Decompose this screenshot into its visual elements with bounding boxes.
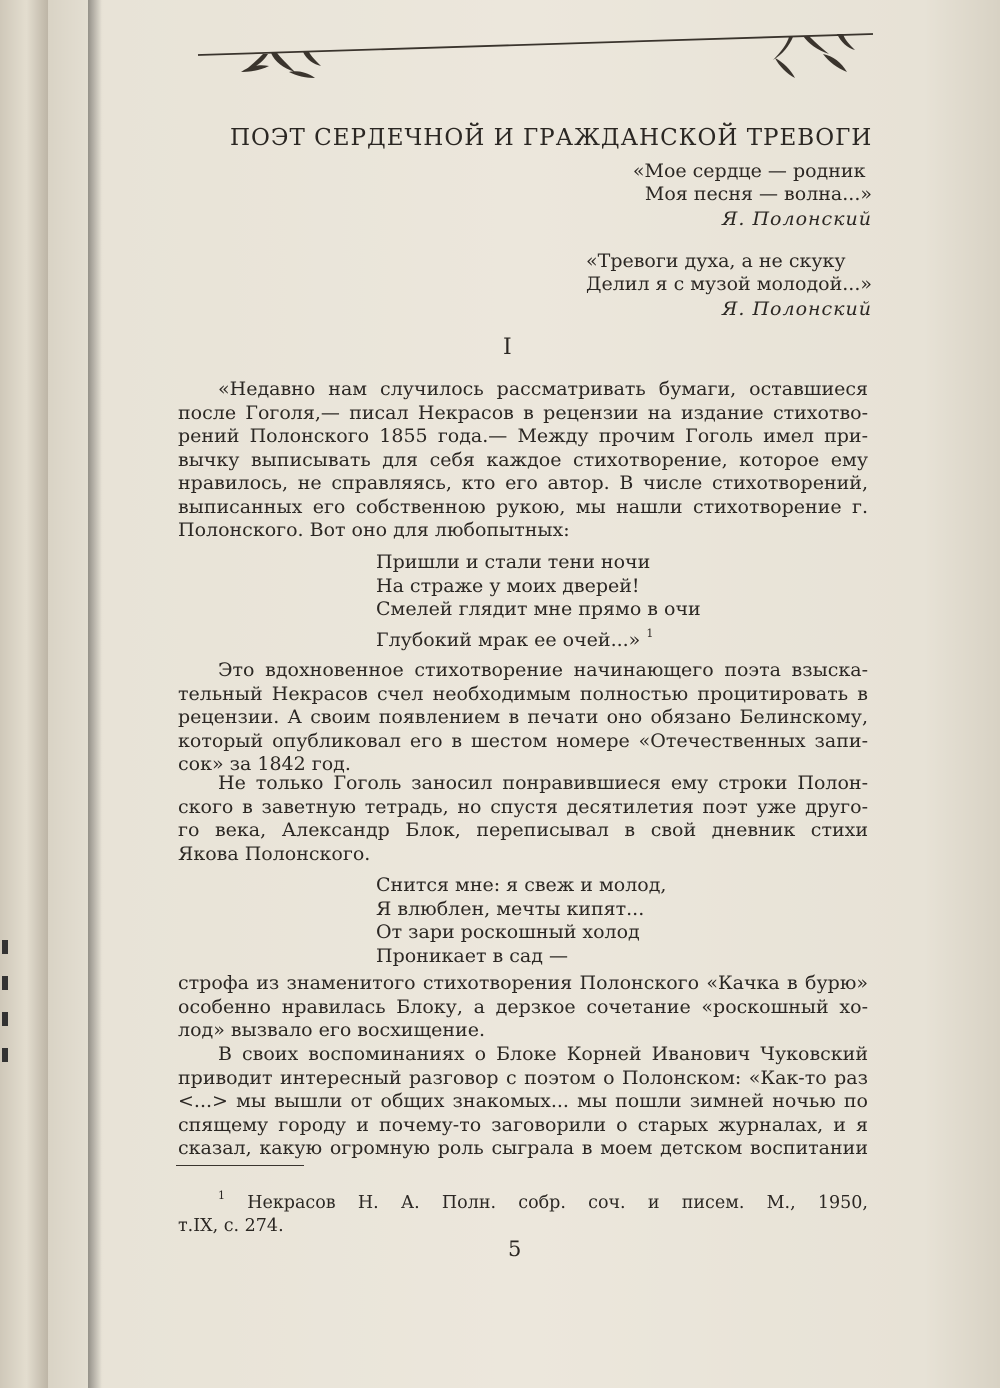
text-line: лод» вызвало его восхищение. — [178, 1019, 485, 1041]
text-line: который опубликовал его в шестом номере «Отечественных запи- — [178, 729, 868, 752]
footnote-divider — [176, 1165, 304, 1166]
text-line: «Недавно нам случилось рассматривать бумаги, оставшиеся — [218, 378, 868, 400]
text-line: нравилось, не справляясь, кто его автор. В числе стихотворений, — [178, 472, 868, 494]
floral-ornament-icon — [193, 14, 893, 84]
section-number: I — [503, 335, 512, 360]
text-line: тельный Некрасов счел необходимым полностью процитировать в — [178, 682, 868, 705]
paragraph-5 — [178, 1043, 868, 1161]
text-line: строфа из знаменитого стихотворения Полонского «Качка в бурю» — [178, 972, 868, 994]
text-line: <...> мы вышли от общих знакомых... мы пошли зимней ночью по — [178, 1090, 868, 1112]
text-line: Якова Полонского. — [178, 842, 371, 865]
ornament-left-sprig-icon — [241, 52, 321, 78]
text-line: спящему городу и почему-то заговорили о старых журналах, и я — [178, 1113, 868, 1136]
text-line: рений Полонского 1855 года.— Между прочим Гоголь имел при- — [178, 425, 868, 447]
verse-line: Проникает в сад — — [376, 944, 568, 967]
epigraph-line: Моя песня — волна...» — [644, 183, 872, 205]
text-line: вычку выписывать для себя каждое стихотворение, которое ему — [178, 448, 868, 471]
text-line: рецензии. А своим появлением в печати оно обязано Белинскому, — [178, 706, 868, 728]
footnote-line — [178, 1184, 868, 1215]
epigraph-2 — [586, 250, 872, 321]
text-line: В своих воспоминаниях о Блоке Корней Иванович Чуковский — [218, 1043, 868, 1065]
verse-line — [376, 622, 701, 653]
verse-line: От зари роскошный холод — [376, 921, 640, 943]
verse-line: Пришли и стали тени ночи — [376, 551, 651, 573]
page-fold-shadow — [88, 0, 102, 1388]
text-line: Полонского. Вот оно для любопытных: — [178, 519, 570, 541]
footnote-line: т.IX, с. 274. — [178, 1216, 284, 1236]
verse-line: Смелей глядит мне прямо в очи — [376, 598, 701, 620]
adjacent-page-marks — [2, 940, 10, 1100]
paragraph-3 — [178, 772, 868, 866]
verse-line: На страже у моих дверей! — [376, 574, 640, 597]
epigraph-author: Я. Полонский — [722, 298, 872, 320]
paragraph-2 — [178, 659, 868, 777]
text-line: выписанных его собственною рукою, мы нашли стихотворение г. — [178, 495, 868, 518]
verse-line: Я влюблен, мечты кипят... — [376, 897, 645, 920]
footnote-text: Некрасов Н. А. Полн. собр. соч. и писем. М., 1950, — [247, 1193, 868, 1213]
adjacent-page-edge — [0, 0, 48, 1388]
footnote-mark: 1 — [218, 1189, 225, 1202]
epigraph-1 — [633, 160, 872, 231]
text-line: ского в заветную тетрадь, но спустя десятилетия поэт уже друго- — [178, 795, 868, 818]
paragraph-4 — [178, 972, 868, 1043]
epigraph-line: Делил я с музой молодой...» — [586, 273, 872, 295]
epigraph-line: «Мое сердце — родник — [632, 160, 866, 182]
verse-1 — [376, 551, 701, 652]
text-line: Это вдохновенное стихотворение начинающего поэта взыска- — [218, 659, 868, 681]
paragraph-1 — [178, 378, 868, 543]
text-line: сок» за 1842 год. — [178, 753, 351, 775]
book-page — [48, 0, 1000, 1388]
verse-line-text: Глубокий мрак ее очей...» — [376, 628, 641, 651]
text-line: го века, Александр Блок, переписывал в свой дневник стихи — [178, 819, 868, 841]
verse-2 — [376, 874, 666, 968]
chapter-title: ПОЭТ СЕРДЕЧНОЙ И ГРАЖДАНСКОЙ ТРЕВОГИ — [230, 125, 873, 151]
text-line: приводит интересный разговор с поэтом о Полонском: «Как-то раз — [178, 1066, 868, 1089]
text-line: Не только Гоголь заносил понравившиеся ему строки Полон- — [218, 772, 868, 794]
epigraph-line: «Тревоги духа, а не скуку — [586, 250, 846, 272]
footnote — [178, 1184, 868, 1238]
epigraph-author: Я. Полонский — [722, 208, 872, 230]
footnote-reference: 1 — [646, 626, 654, 640]
text-line: сказал, какую огромную роль сыграла в моем детском воспитании — [178, 1137, 868, 1159]
verse-line: Снится мне: я свеж и молод, — [376, 874, 667, 896]
text-line: особенно нравилась Блоку, а дерзкое сочетание «роскошный хо- — [178, 995, 868, 1018]
ornament-right-sprig-icon — [773, 34, 855, 78]
page-number: 5 — [508, 1237, 522, 1261]
text-line: после Гоголя,— писал Некрасов в рецензии на издание стихотво- — [178, 401, 868, 424]
